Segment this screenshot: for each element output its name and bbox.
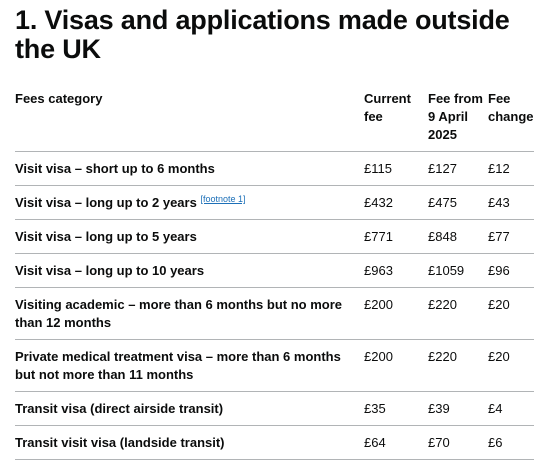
header-new-fee: Fee from 9 April 2025 (428, 88, 488, 152)
row-new-fee: £70 (428, 426, 488, 460)
row-category (15, 426, 364, 460)
row-category-label: Transit visit visa (landside transit) (15, 435, 225, 450)
table-row (15, 220, 534, 254)
fees-table (15, 88, 534, 460)
header-fees-category: Fees category (15, 88, 364, 152)
table-row (15, 254, 534, 288)
row-fee-change: £20 (488, 340, 534, 392)
row-new-fee: £848 (428, 220, 488, 254)
row-category-label: Visiting academic – more than 6 months but no more than 12 months (15, 297, 342, 330)
row-current-fee: £771 (364, 220, 428, 254)
header-fee-change: Fee change (488, 88, 534, 152)
row-fee-change: £6 (488, 426, 534, 460)
row-current-fee: £115 (364, 152, 428, 186)
row-new-fee: £220 (428, 288, 488, 340)
table-row (15, 340, 534, 392)
row-fee-change: £4 (488, 392, 534, 426)
row-fee-change: £96 (488, 254, 534, 288)
row-fee-change: £77 (488, 220, 534, 254)
table-header-row (15, 88, 534, 152)
row-current-fee: £64 (364, 426, 428, 460)
row-fee-change: £12 (488, 152, 534, 186)
row-new-fee: £1059 (428, 254, 488, 288)
page-title: 1. Visas and applications made outside the UK (15, 5, 510, 64)
row-category-label: Visit visa – long up to 5 years (15, 229, 197, 244)
row-category (15, 152, 364, 186)
row-new-fee: £127 (428, 152, 488, 186)
row-current-fee: £432 (364, 186, 428, 220)
row-new-fee: £39 (428, 392, 488, 426)
row-category (15, 186, 364, 220)
row-category (15, 254, 364, 288)
table-row (15, 186, 534, 220)
row-category-label: Visit visa – long up to 10 years (15, 263, 205, 278)
row-current-fee: £200 (364, 340, 428, 392)
table-row (15, 426, 534, 460)
row-category (15, 220, 364, 254)
table-row (15, 288, 534, 340)
header-current-fee: Current fee (364, 88, 428, 152)
table-row (15, 392, 534, 426)
row-current-fee: £963 (364, 254, 428, 288)
row-new-fee: £475 (428, 186, 488, 220)
row-category-label: Visit visa – short up to 6 months (15, 161, 215, 176)
row-category (15, 340, 364, 392)
row-fee-change: £43 (488, 186, 534, 220)
row-category-label: Transit visa (direct airside transit) (15, 401, 224, 416)
row-new-fee: £220 (428, 340, 488, 392)
row-fee-change: £20 (488, 288, 534, 340)
row-current-fee: £200 (364, 288, 428, 340)
row-category-label: Private medical treatment visa – more than 6 months but not more than 11 months (15, 349, 341, 382)
table-row (15, 152, 534, 186)
row-category (15, 288, 364, 340)
footnote-1-link[interactable]: [footnote 1] (200, 194, 246, 204)
row-category-label: Visit visa – long up to 2 years (15, 195, 197, 210)
row-current-fee: £35 (364, 392, 428, 426)
row-category (15, 392, 364, 426)
